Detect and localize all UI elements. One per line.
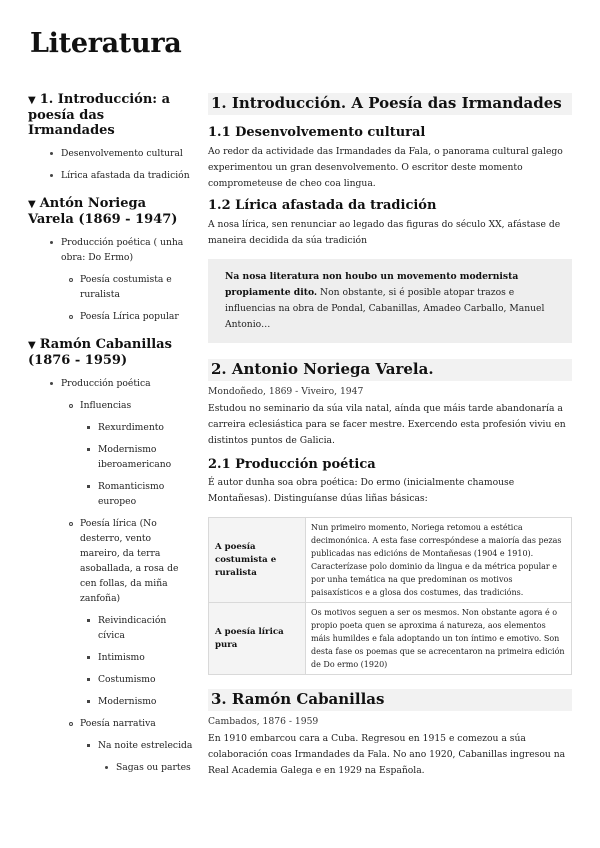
- section-heading-intro: 1. Introducción. A Poesía das Irmandades: [208, 93, 572, 115]
- square-bullet-icon: [87, 744, 90, 747]
- page-title: Literatura: [30, 28, 182, 59]
- toc-intro-list: [28, 146, 193, 183]
- toc-subsubitem[interactable]: Na noite estrelecida: [28, 738, 193, 753]
- toc-subitem[interactable]: Poesía lírica (No desterro, vento mareiro, da terra asoballada, a rosa de cen follas, da miña zanfoña): [28, 516, 193, 606]
- table-cell-text: Os motivos seguen a ser os mesmos. Non obstante agora é o propio poeta quen se aproxima á natureza, aos elementos máis humildes e fala adoptando un ton íntimo e emotivo. Son desta fase os poemas que se acrecentaron na primeira edición de Do ermo (1920): [306, 603, 572, 675]
- poetry-lines-table: [208, 517, 572, 675]
- square-bullet-icon: [87, 448, 90, 451]
- toc-heading-intro[interactable]: ▼ 1. Introducción: a poesía das Irmandades: [28, 92, 171, 138]
- highlight-quote: [208, 259, 572, 343]
- toc-cabanillas-list: [28, 376, 193, 775]
- toc-subsubitem[interactable]: Romanticismo europeo: [28, 479, 193, 509]
- quote-text: Non obstante, si é posible atopar trazos e influencias na obra de Pondal, Cabanillas, Amadeo Carballo, Manuel Antonio…: [225, 287, 545, 330]
- collapse-triangle-icon[interactable]: ▼: [28, 340, 36, 351]
- circle-bullet-icon: [69, 278, 73, 282]
- toc-subitem[interactable]: Influencias: [28, 398, 193, 413]
- toc-heading-cabanillas[interactable]: ▼ Ramón Cabanillas (1876 - 1959): [28, 337, 172, 368]
- toc-subsubitem[interactable]: Rexurdimento: [28, 420, 193, 435]
- subsection-heading: 1.1 Desenvolvemento cultural: [208, 125, 426, 140]
- bullet-icon: [50, 152, 53, 155]
- circle-bullet-icon: [69, 722, 73, 726]
- bullet-icon: [50, 174, 53, 177]
- toc-subitem[interactable]: Poesía Lírica popular: [28, 309, 193, 324]
- paragraph: Estudou no seminario da súa vila natal, aínda que máis tarde abandonaría a carreira eclesiástica para se facer mestre. Exercendo esta profesión viviu en distintos puntos de Galicia.: [208, 403, 566, 446]
- paragraph: A nosa lírica, sen renunciar ao legado das figuras do século XX, afástase de maneira decidida da súa tradición: [208, 219, 561, 246]
- main-content: [208, 93, 572, 779]
- collapse-triangle-icon[interactable]: ▼: [28, 199, 36, 210]
- square-bullet-icon: [87, 619, 90, 622]
- toc-item[interactable]: Producción poética: [28, 376, 193, 391]
- square-bullet-icon: [87, 656, 90, 659]
- toc-subsubitem[interactable]: Modernismo: [28, 694, 193, 709]
- toc-subsubitem[interactable]: Costumismo: [28, 672, 193, 687]
- section-heading-cabanillas: 3. Ramón Cabanillas: [208, 689, 572, 711]
- toc-heading-noriega[interactable]: ▼ Antón Noriega Varela (1869 - 1947): [28, 196, 178, 227]
- author-dates: Cambados, 1876 - 1959: [208, 716, 319, 727]
- toc-subitem[interactable]: Poesía narrativa: [28, 716, 193, 731]
- toc-item[interactable]: Producción poética ( unha obra: Do Ermo): [28, 235, 193, 265]
- square-bullet-icon: [87, 426, 90, 429]
- toc-subsubsubitem[interactable]: Sagas ou partes: [28, 760, 193, 775]
- table-cell-label: A poesía costumista e ruralista: [209, 518, 306, 603]
- toc-subsubitem[interactable]: Intimismo: [28, 650, 193, 665]
- toc-subsubitem[interactable]: Modernismo iberoamericano: [28, 442, 193, 472]
- table-of-contents: [28, 92, 193, 782]
- square-bullet-icon: [87, 485, 90, 488]
- table-row: [209, 603, 572, 675]
- bullet-icon: [50, 382, 53, 385]
- square-bullet-icon: [87, 678, 90, 681]
- toc-subsubitem[interactable]: Reivindicación cívica: [28, 613, 193, 643]
- quote-bold: Na nosa literatura non houbo un movemento modernista propiamente dito.: [225, 271, 519, 298]
- circle-bullet-icon: [69, 315, 73, 319]
- toc-noriega-list: [28, 235, 193, 324]
- toc-item[interactable]: Lírica afastada da tradición: [28, 168, 193, 183]
- table-cell-text: Nun primeiro momento, Noriega retomou a estética decimonónica. A esta fase correspóndese a maioría das pezas publicadas nas edicións de Montañesas (1904 e 1910). Caracterízase polo dominio da lingua e da métrica popular e por unha temática na que predominan os motivos paisaxísticos e a glosa dos costumes, das tradicións.: [306, 518, 572, 603]
- circle-bullet-icon: [69, 522, 73, 526]
- author-dates: Mondoñedo, 1869 - Viveiro, 1947: [208, 386, 364, 397]
- table-row: [209, 518, 572, 603]
- subsection-heading: 1.2 Lírica afastada da tradición: [208, 198, 437, 213]
- table-cell-label: A poesía lírica pura: [209, 603, 306, 675]
- paragraph: En 1910 embarcou cara a Cuba. Regresou en 1915 e comezou a súa colaboración coas Irmandades da Fala. No ano 1920, Cabanillas ingresou na Real Academia Galega e en 1929 na Española.: [208, 733, 566, 776]
- paragraph: Ao redor da actividade das Irmandades da Fala, o panorama cultural galego experimentou un gran desenvolvemento. O escritor deste momento comprometeuse de cheo coa lingua.: [208, 146, 563, 189]
- bullet-icon: [50, 241, 53, 244]
- paragraph: É autor dunha soa obra poética: Do ermo (inicialmente chamouse Montañesas). Distinguíanse dúas liñas básicas:: [208, 477, 515, 504]
- square-bullet-icon: [87, 700, 90, 703]
- toc-subitem[interactable]: Poesía costumista e ruralista: [28, 272, 193, 302]
- section-heading-noriega: 2. Antonio Noriega Varela.: [208, 359, 572, 381]
- bullet-icon: [105, 766, 108, 769]
- toc-item[interactable]: Desenvolvemento cultural: [28, 146, 193, 161]
- collapse-triangle-icon[interactable]: ▼: [28, 95, 36, 106]
- subsection-heading: 2.1 Producción poética: [208, 457, 376, 472]
- circle-bullet-icon: [69, 404, 73, 408]
